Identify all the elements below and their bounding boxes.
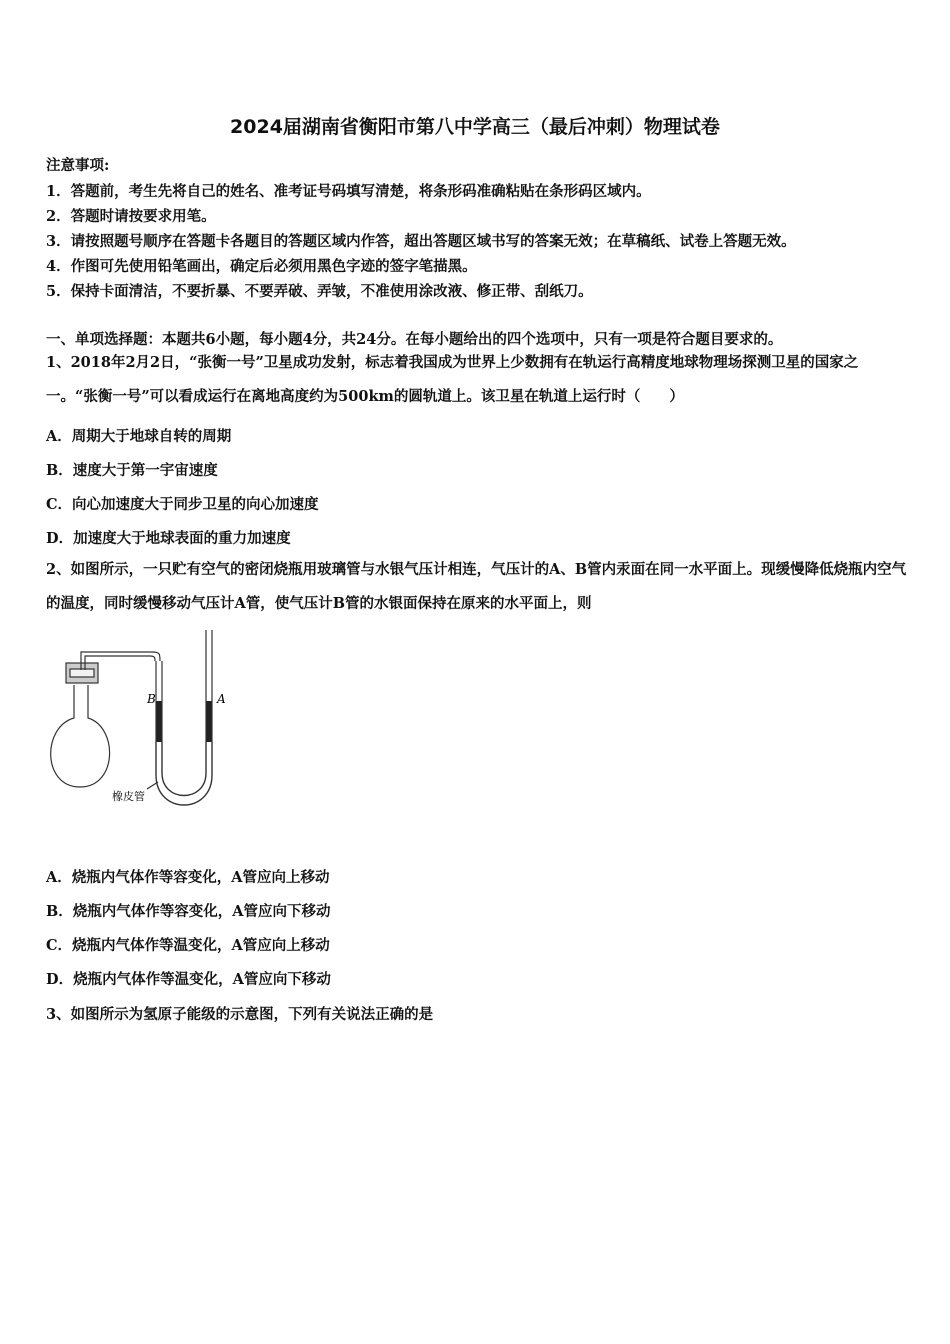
- exam-title: 2024届湖南省衡阳市第八中学高三（最后冲刺）物理试卷: [230, 116, 720, 138]
- question-2-stem: 2、如图所示，一只贮有空气的密闭烧瓶用玻璃管与水银气压计相连，气压计的A、B管内汞面在同一水平面上。现缓慢降低烧瓶内空气的温度，同时缓慢移动气压计A管，使气压计B管的水银面保持在原来的水平面上，则: [46, 561, 907, 612]
- question-1-stem: 1、2018年2月2日，“张衡一号”卫星成功发射，标志着我国成为世界上少数拥有在轨运行高精度地球物理场探测卫星的国家之一。“张衡一号”可以看成运行在离地高度约为500km的圆轨道上。该卫星在轨道上运行时（ ）: [46, 354, 859, 405]
- mercury-column-b: [157, 701, 162, 742]
- notice-item: 1．答题前，考生先将自己的姓名、准考证号码填写清楚，将条形码准确粘贴在条形码区域内。: [46, 183, 651, 200]
- question-1-option-b: B．速度大于第一宇宙速度: [46, 462, 218, 479]
- notice-heading: 注意事项:: [46, 157, 110, 174]
- question-3-stem: 3、如图所示为氢原子能级的示意图，下列有关说法正确的是: [46, 1006, 434, 1023]
- question-2-option-d: D．烧瓶内气体作等温变化，A管应向下移动: [46, 971, 331, 988]
- notice-item: 5．保持卡面清洁，不要折暴、不要弄破、弄皱，不准使用涂改液、修正带、刮纸刀。: [46, 283, 593, 300]
- question-1-option-d: D．加速度大于地球表面的重力加速度: [46, 530, 291, 547]
- question-2-option-c: C．烧瓶内气体作等温变化，A管应向上移动: [46, 937, 330, 954]
- flask-manometer-diagram: [44, 625, 244, 815]
- label-a: A: [217, 692, 226, 706]
- notice-item: 2．答题时请按要求用笔。: [46, 208, 216, 225]
- notice-item: 4．作图可先使用铅笔画出，确定后必须用黑色字迹的签字笔描黑。: [46, 258, 477, 275]
- label-b: B: [147, 692, 156, 706]
- question-2-option-a: A．烧瓶内气体作等容变化，A管应向上移动: [46, 869, 330, 886]
- section-heading: 一、单项选择题：本题共6小题，每小题4分，共24分。在每小题给出的四个选项中，只有一项是符合题目要求的。: [46, 331, 783, 348]
- question-2-option-b: B．烧瓶内气体作等容变化，A管应向下移动: [46, 903, 331, 920]
- notice-item: 3．请按照题号顺序在答题卡各题目的答题区域内作答，超出答题区域书写的答案无效；在草稿纸、试卷上答题无效。: [46, 233, 796, 250]
- question-1-option-c: C．向心加速度大于同步卫星的向心加速度: [46, 496, 319, 513]
- label-rubber-hose: 橡皮管: [112, 790, 145, 803]
- flask-manometer-figure: [44, 625, 244, 815]
- mercury-column-a: [207, 701, 212, 742]
- question-1-option-a: A．周期大于地球自转的周期: [46, 428, 232, 445]
